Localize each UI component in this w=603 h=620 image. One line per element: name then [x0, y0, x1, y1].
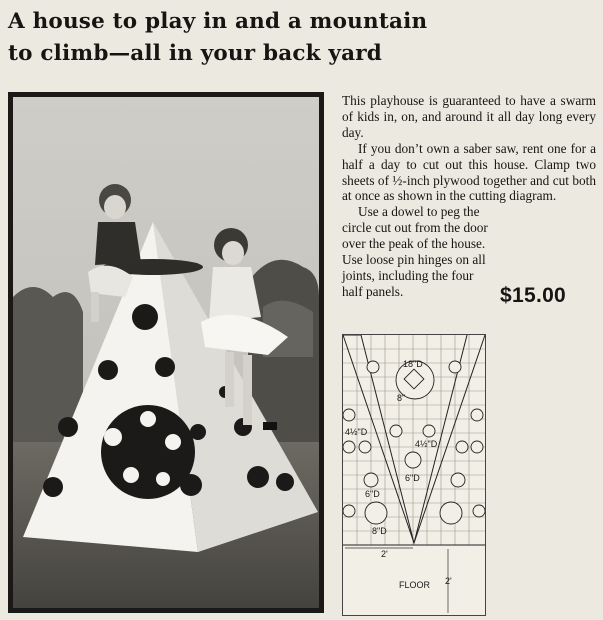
label-4half-mid: 4½"D	[415, 439, 438, 449]
price-label: $15.00	[500, 284, 567, 307]
label-2ft-horizontal: 2'	[381, 549, 388, 559]
article-body	[342, 93, 596, 300]
headline-line-2: to climb—all in your back yard	[8, 41, 382, 66]
label-6in-left: 6"D	[365, 489, 380, 499]
headline	[8, 6, 598, 70]
label-6in-mid: 6"D	[405, 473, 420, 483]
label-8in-bottom: 8"D	[372, 526, 387, 536]
paragraph-2: If you don’t own a saber saw, rent one for a half a day to cut out this house. Clamp two sheets of ½-inch plywood together and cut both at once as shown in the cutting diagram.	[342, 140, 596, 204]
label-18in-diameter: 18"D	[403, 359, 423, 369]
label-8in-square: 8"	[397, 393, 406, 403]
paragraph-1: This playhouse is guaranteed to have a swarm of kids in, on, and around it all day long every day.	[342, 93, 596, 140]
paragraph-3: Use a dowel to peg the circle cut out from the door over the peak of the house. Use loose pin hinges on all joints, including the four half panels.	[342, 204, 488, 299]
label-2ft-vertical: 2'	[445, 576, 452, 586]
playhouse-photo-image	[13, 97, 319, 608]
label-4half-left: 4½"D	[345, 427, 368, 437]
playhouse-photo	[8, 92, 324, 613]
label-floor: FLOOR	[399, 580, 431, 590]
cutting-diagram	[342, 334, 486, 616]
headline-line-1: A house to play in and a mountain	[8, 9, 428, 34]
